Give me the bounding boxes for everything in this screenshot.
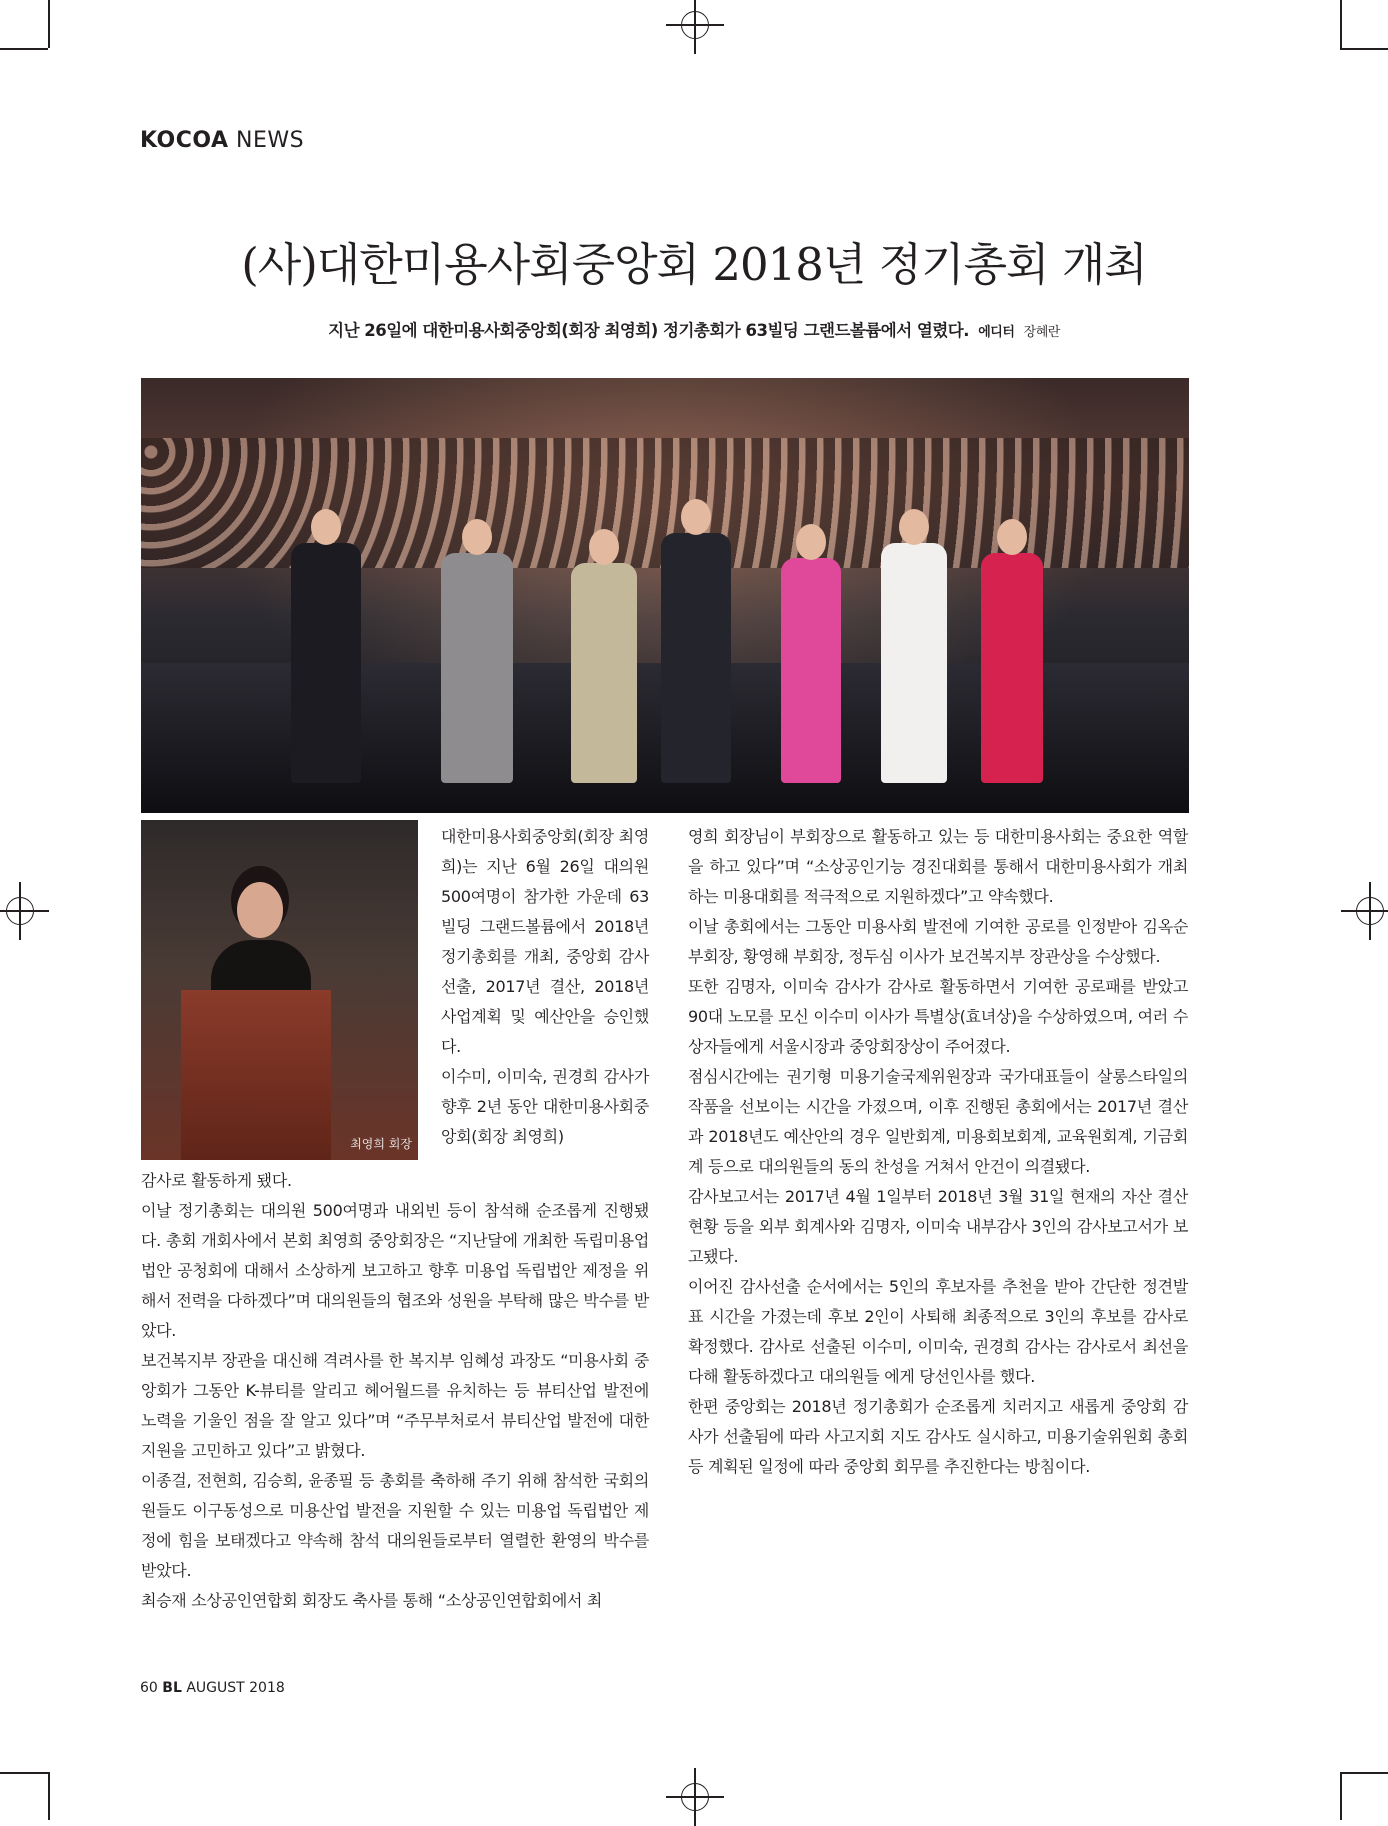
crop-mark <box>1340 0 1342 48</box>
subtitle-text: 지난 26일에 대한미용사회중앙회(회장 최영희) 정기총회가 63빌딩 그랜드볼륨에서 열렸다. <box>328 321 969 340</box>
registration-mark <box>681 1783 709 1811</box>
crop-mark <box>0 1772 48 1774</box>
paragraph: 감사보고서는 2017년 4월 1일부터 2018년 3월 31일 현재의 자산 결산현황 등을 외부 회계사와 김명자, 이미숙 내부감사 3인의 감사보고서가 보고됐다. <box>688 1187 1188 1266</box>
paragraph: 대한미용사회중앙회(회장 최영희)는 지난 6월 26일 대의원 500여명이 참가한 가운데 63빌딩 그랜드볼륨에서 2018년 정기총회를 개최, 중앙회 감사 선출, 2017년 결산, 2018년 사업계획 및 예산안을 승인했다. <box>441 827 649 1056</box>
editor-label: 에디터 <box>978 325 1015 340</box>
crop-mark <box>48 1772 50 1820</box>
photo-speaker-head <box>237 882 283 938</box>
photo-person <box>441 553 513 783</box>
paragraph: 보건복지부 장관을 대신해 격려사를 한 복지부 임혜성 과장도 “미용사회 중앙회가 그동안 K-뷰티를 알리고 헤어월드를 유치하는 등 뷰티산업 발전에 노력을 기울인 점을 잘 알고 있다”며 “주무부처로서 뷰티산업 발전에 대한 지원을 고민하고 있다”고 밝혔다. <box>141 1351 649 1460</box>
registration-mark <box>6 897 34 925</box>
crop-mark <box>1340 48 1388 50</box>
crop-mark <box>1340 1772 1342 1820</box>
registration-mark <box>681 11 709 39</box>
paragraph: 이종걸, 전현희, 김승희, 윤종필 등 총회를 축하해 주기 위해 참석한 국회의원들도 이구동성으로 미용산업 발전을 지원할 수 있는 미용업 독립법안 제정에 힘을 보태겠다고 약속해 참석 대의원들로부터 열렬한 환영의 박수를 받았다. <box>141 1471 649 1580</box>
editor-name: 장혜란 <box>1023 325 1060 340</box>
paragraph: 이날 정기총회는 대의원 500여명과 내외빈 등이 참석해 순조롭게 진행됐다. 총회 개회사에서 본회 최영희 중앙회장은 “지난달에 개최한 독립미용업 법안 공청회에 대해서 소상하게 보고하고 향후 미용업 독립법안 제정을 위해서 전력을 다하겠다”며 대의원들의 협조와 성원을 부탁해 많은 박수를 받았다. <box>141 1201 649 1340</box>
paragraph: 감사로 활동하게 됐다. <box>141 1171 292 1190</box>
photo-person <box>881 543 947 783</box>
photo-person <box>981 553 1043 783</box>
paragraph: 이어진 감사선출 순서에서는 5인의 후보자를 추천을 받아 간단한 정견발표 시간을 가졌는데 후보 2인이 사퇴해 최종적으로 3인의 후보를 감사로 확정했다. 감사로 선출된 이수미, 이미숙, 권경희 감사는 감사로서 최선을 다해 활동하겠다고 대의원들 에게 당선인사를 했다. <box>688 1277 1188 1386</box>
paragraph: 영희 회장님이 부회장으로 활동하고 있는 등 대한미용사회는 중요한 역할을 하고 있다”며 “소상공인기능 경진대회를 통해서 대한미용사회가 개최하는 미용대회를 적극적으로 지원하겠다”고 약속했다. <box>688 827 1188 906</box>
paragraph: 한편 중앙회는 2018년 정기총회가 순조롭게 치러지고 새롭게 중앙회 감사가 선출됨에 따라 사고지회 지도 감사도 실시하고, 미용기술위원회 총회 등 계획된 일정에 따라 중앙회 회무를 추진한다는 방침이다. <box>688 1397 1188 1476</box>
article-column-a <box>441 822 649 1152</box>
article-subtitle <box>0 317 1388 341</box>
paragraph: 점심시간에는 권기형 미용기술국제위원장과 국가대표들이 살롱스타일의 작품을 선보이는 시간을 가졌으며, 이후 진행된 총회에서는 2017년 결산과 2018년도 예산안의 경우 일반회계, 미용회보회계, 교육원회계, 기금회계 등으로 대의원들의 동의 찬성을 거쳐서 안건이 의결됐다. <box>688 1067 1188 1176</box>
photo-person <box>661 533 731 783</box>
main-photo <box>141 378 1189 813</box>
inset-photo-caption: 최영희 회장 <box>350 1137 412 1151</box>
section-header <box>140 128 304 153</box>
paragraph: 이수미, 이미숙, 권경희 감사가 향후 2년 동안 대한미용사회중앙회(회장 최영희) <box>441 1067 649 1146</box>
issue-date: AUGUST 2018 <box>186 1680 285 1696</box>
photo-person <box>781 558 841 783</box>
page-folio <box>140 1680 285 1696</box>
section-name: KOCOA <box>140 128 229 153</box>
magazine-name: BL <box>162 1680 182 1696</box>
crop-mark <box>48 0 50 48</box>
article-title: (사)대한미용사회중앙회 2018년 정기총회 개최 <box>241 238 1147 291</box>
paragraph: 최승재 소상공인연합회 회장도 축사를 통해 “소상공인연합회에서 최 <box>141 1591 603 1610</box>
paragraph: 또한 김명자, 이미숙 감사가 감사로 활동하면서 기여한 공로패를 받았고 90대 노모를 모신 이수미 이사가 특별상(효녀상)을 수상하였으며, 여러 수상자들에게 서울시장과 중앙회장상이 주어졌다. <box>688 977 1188 1056</box>
photo-podium <box>181 990 331 1160</box>
page-number: 60 <box>140 1680 158 1696</box>
section-label: NEWS <box>236 128 305 153</box>
crop-mark <box>0 48 48 50</box>
registration-mark <box>1356 897 1384 925</box>
article-column-c <box>688 822 1188 1482</box>
photo-person <box>571 563 637 783</box>
inset-photo <box>141 820 418 1160</box>
photo-person <box>291 543 361 783</box>
crop-mark <box>1340 1772 1388 1774</box>
article-column-b <box>141 1166 649 1616</box>
paragraph: 이날 총회에서는 그동안 미용사회 발전에 기여한 공로를 인정받아 김옥순 부회장, 황영해 부회장, 정두심 이사가 보건복지부 장관상을 수상했다. <box>688 917 1188 966</box>
